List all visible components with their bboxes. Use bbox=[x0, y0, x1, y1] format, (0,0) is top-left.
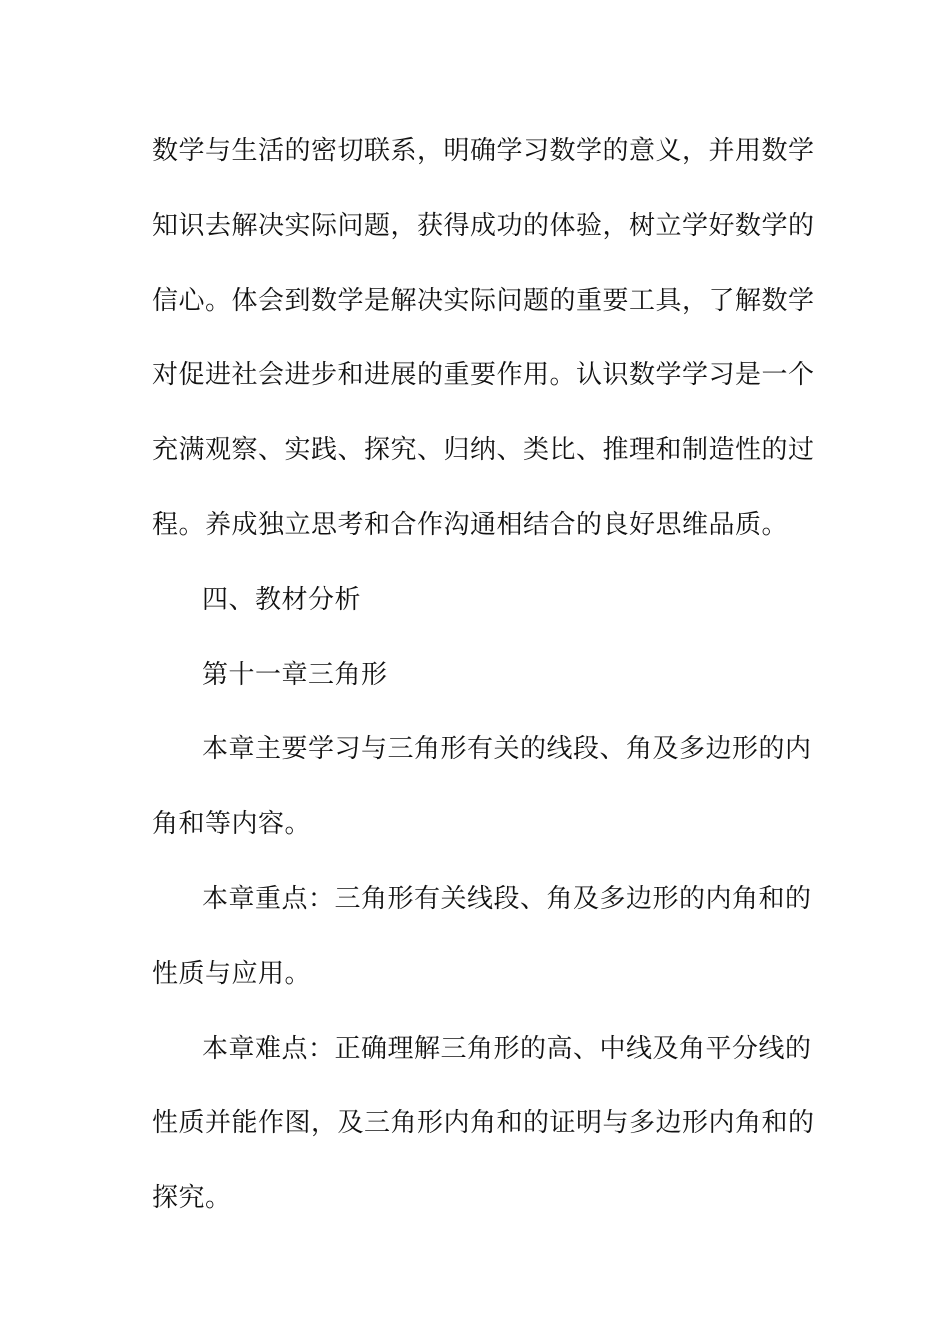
paragraph-line: 性质并能作图，及三角形内角和的证明与多边形内角和的 bbox=[152, 1108, 815, 1139]
paragraph-line: 知识去解决实际问题，获得成功的体验，树立学好数学的 bbox=[152, 210, 815, 241]
paragraph-line: 角和等内容。 bbox=[152, 809, 312, 840]
document-body bbox=[152, 127, 815, 1249]
paragraph-line: 程。养成独立思考和合作沟通相结合的良好思维品质。 bbox=[152, 509, 789, 540]
paragraph-line: 对促进社会进步和进展的重要作用。认识数学学习是一个 bbox=[152, 360, 815, 391]
paragraph-line: 充满观察、实践、探究、归纳、类比、推理和制造性的过 bbox=[152, 435, 815, 466]
paragraph-line: 数学与生活的密切联系，明确学习数学的意义，并用数学 bbox=[152, 136, 815, 166]
paragraph-line: 性质与应用。 bbox=[152, 958, 312, 989]
chapter-title: 第十一章三角形 bbox=[202, 659, 388, 690]
paragraph-line: 信心。体会到数学是解决实际问题的重要工具，了解数学 bbox=[152, 285, 815, 316]
key-points-line: 本章重点：三角形有关线段、角及多边形的内角和的 bbox=[202, 883, 812, 914]
paragraph-line: 探究。 bbox=[152, 1183, 232, 1214]
difficulties-line: 本章难点：正确理解三角形的高、中线及角平分线的 bbox=[202, 1033, 812, 1064]
section-heading: 四、教材分析 bbox=[202, 584, 362, 615]
paragraph-line: 本章主要学习与三角形有关的线段、角及多边形的内 bbox=[202, 734, 812, 765]
